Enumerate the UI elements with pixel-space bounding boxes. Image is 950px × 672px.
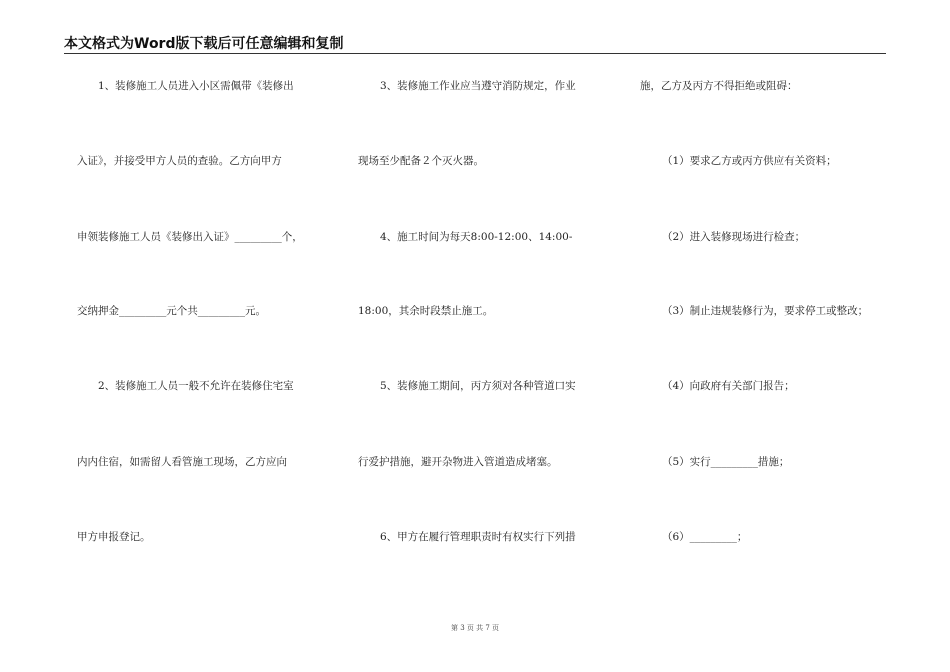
document-header-title: 本文格式为Word版下载后可任意编辑和复制	[64, 36, 344, 52]
col3-line-4: （3）制止违规装修行为，要求停工或整改；	[662, 305, 869, 317]
col3-line-1: 施，乙方及丙方不得拒绝或阻碍：	[640, 80, 798, 92]
col2-line-4: 18:00，其余时段禁止施工。	[358, 305, 494, 317]
col3-line-6: （5）实行_________措施；	[662, 456, 790, 468]
header-divider	[64, 53, 886, 54]
col2-line-2: 现场至少配备２个灭火器。	[358, 155, 484, 167]
col3-line-2: （1）要求乙方或丙方供应有关资料；	[662, 155, 837, 167]
col1-line-2: 入证》，并接受甲方人员的查验。乙方向甲方	[77, 155, 282, 167]
col2-line-7: 6、甲方在履行管理职责时有权实行下列措	[380, 531, 576, 543]
col2-line-5: 5、装修施工期间，丙方须对各种管道口实	[380, 380, 576, 392]
col1-line-3: 申领装修施工人员《装修出入证》_________个，	[77, 231, 303, 243]
col2-line-3: 4、施工时间为每天8:00-12:00、14:00-	[380, 231, 573, 243]
col3-line-5: （4）向政府有关部门报告；	[662, 380, 795, 392]
col2-line-6: 行爱护措施，避开杂物进入管道造成堵塞。	[358, 456, 558, 468]
col3-line-3: （2）进入装修现场进行检查；	[662, 231, 806, 243]
col1-line-7: 甲方申报登记。	[77, 531, 151, 543]
col1-line-5: 2、装修施工人员一般不允许在装修住宅室	[98, 380, 294, 392]
page-number-footer: 第 3 页 共 7 页	[450, 624, 500, 632]
col1-line-1: 1、装修施工人员进入小区需佩带《装修出	[98, 80, 294, 92]
col3-line-7: （6）_________；	[662, 531, 748, 543]
col1-line-4: 交纳押金_________元个共_________元。	[77, 305, 266, 317]
col2-line-1: 3、装修施工作业应当遵守消防规定，作业	[380, 80, 576, 92]
col1-line-6: 内内住宿，如需留人看管施工现场，乙方应向	[77, 456, 287, 468]
